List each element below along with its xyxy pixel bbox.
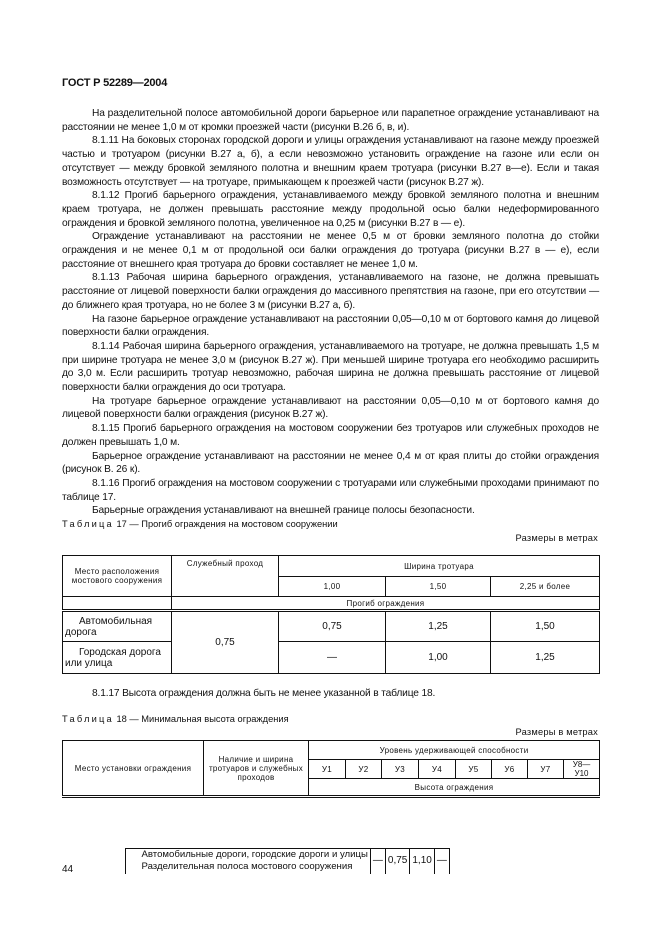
table-17: [62, 555, 600, 674]
level-cell: У6: [492, 760, 528, 779]
paragraph: На тротуаре барьерное ограждение устанавливают на расстоянии 0,05—0,10 м от бортового камня до лицевой поверхности балки ограждения (рисунок В.27 ж).: [62, 395, 599, 421]
caption-prefix: Таблица: [62, 519, 114, 529]
body-text: [62, 107, 599, 518]
level-cell: У2: [346, 760, 382, 779]
cell-u5-u7: 1,10: [410, 848, 434, 874]
level-cell: У4: [419, 760, 456, 779]
header-level: Уровень удерживающей способности: [309, 741, 600, 760]
width-cell: 2,25 и более: [491, 577, 600, 597]
subheader-deflection: Прогиб ограждения: [172, 597, 600, 611]
paragraph: 8.1.13 Рабочая ширина барьерного ограждения, устанавливаемого на газоне, не должна превышать расстояние от лицевой поверхности балки ограждения до массивного препятствия на газоне, при его отсутствии — до ближнего края тротуара, но не более 3 м (рисунки В.27 а, б).: [62, 272, 599, 311]
paragraph: На газоне барьерное ограждение устанавливают на расстоянии 0,05—0,10 м от бортового камня до лицевой поверхности балки ограждения.: [62, 313, 599, 339]
cell-value: 1,25: [386, 611, 491, 642]
table18-caption: [62, 714, 289, 724]
table18-dims: Размеры в метрах: [515, 727, 598, 737]
caption-text: 18 — Минимальная высота ограждения: [116, 714, 289, 724]
paragraph: На разделительной полосе автомобильной дороги барьерное или парапетное ограждение устанавливают на расстоянии не менее 1,0 м от кромки проезжей части (рисунки В.26 б, в, и).: [62, 108, 599, 133]
cell-u8-u10: —: [434, 848, 449, 874]
row-place: Городская дорога или улица: [63, 642, 172, 674]
table-row: [63, 642, 600, 674]
paragraph: 8.1.15 Прогиб барьерного ограждения на мостовом сооружении без тротуаров или служебных проходов не должен превышать 1,0 м.: [62, 423, 599, 448]
place-line-1: Автомобильные дороги, городские дороги и улицы: [141, 848, 368, 860]
level-cell: У8—У10: [564, 760, 600, 779]
header-sidewalk: Ширина тротуара: [279, 556, 600, 577]
table17-caption: [62, 519, 338, 529]
level-cell: У1: [309, 760, 346, 779]
place-line-2: Разделительная полоса мостового сооружения: [141, 861, 353, 872]
width-cell: 1,50: [386, 577, 491, 597]
header-location: Место установки ограждения: [63, 741, 204, 797]
row-presence: —: [370, 848, 385, 874]
level-cell: У5: [456, 760, 492, 779]
header-presence: Наличие и ширина тротуаров и служебных проходов: [204, 741, 309, 797]
table-row: [125, 848, 661, 904]
paragraph: 8.1.12 Прогиб барьерного ограждения, устанавливаемого между бровкой земляного полотна и внешним краем тротуара, не должен превышать расстояние между продольной осью балки недеформированного ограждения и бровкой земляного полотна, увеличенное на 0,25 м (рисунки В.27 в — е).: [62, 190, 599, 229]
row-place: Автомобильная дорога: [63, 611, 172, 642]
paragraph: 8.1.14 Рабочая ширина барьерного ограждения, устанавливаемого на тротуаре, не должна превышать 1,5 м при ширине тротуара не менее 3,0 м (рисунок В.27 ж). При меньшей ширине тротуара его необходимо расширить до 3,0 м. Если расширить тротуар невозможно, рабочая ширина не должна превышать расстояние от лицевой поверхности балки ограждения до оси тротуара.: [62, 340, 599, 394]
page-number: 44: [62, 864, 74, 875]
document-header: ГОСТ Р 52289—2004: [62, 77, 168, 89]
row-place: [125, 848, 370, 874]
table-row: [63, 611, 600, 642]
caption-prefix: Таблица: [62, 714, 114, 724]
cell-value: 1,25: [491, 642, 600, 674]
subheader-height: Высота ограждения: [309, 779, 600, 797]
paragraph: 8.1.16 Прогиб ограждения на мостовом сооружении с тротуарами или служебными проходами принимают по таблице 17.: [62, 477, 599, 503]
level-cell: У7: [528, 760, 564, 779]
header-service: Служебный проход: [172, 556, 279, 597]
paragraph: Барьерные ограждения устанавливают на внешней границе полосы безопасности.: [92, 505, 475, 517]
cell-u1-u4: 0,75: [385, 848, 409, 874]
paragraph-8-1-17: 8.1.17 Высота ограждения должна быть не менее указанной в таблице 18.: [92, 688, 436, 699]
cell-value: 1,00: [386, 642, 491, 674]
width-cell: 1,00: [279, 577, 386, 597]
paragraph: Ограждение устанавливают на расстоянии не менее 0,5 м от бровки земляного полотна до стойки ограждения и не менее 0,1 м от продольной оси балки ограждения до тротуара (рисунки В.27 в — е), если расстояние от внешнего края тротуара до бровки составляет не менее 1,0 м.: [62, 231, 599, 270]
cell-value: —: [279, 642, 386, 674]
header-location: Место расположения мостового сооружения: [63, 556, 172, 597]
empty-cell: [63, 597, 172, 611]
level-cell: У3: [382, 760, 419, 779]
paragraph: 8.1.11 На боковых сторонах городской дороги и улицы ограждения устанавливают на газоне между проезжей частью и тротуаром (рисунки В.27 а, б), а если невозможно установить ограждение на газоне или если он отсутствует — между бровкой земляного полотна и внешним краем тротуара (рисунки В.27 в—е). Если и такая возможность отсутствует — на тротуаре, примыкающем к проезжей части (рисунок В.27 ж).: [62, 135, 599, 188]
caption-text: 17 — Прогиб ограждения на мостовом сооружении: [116, 519, 338, 529]
cell-value: 0,75: [279, 611, 386, 642]
row-service: 0,75: [172, 611, 279, 674]
table17-dims: Размеры в метрах: [515, 533, 598, 543]
cell-value: 1,50: [491, 611, 600, 642]
paragraph: Барьерное ограждение устанавливают на расстоянии не менее 0,4 м от края плиты до стойки ограждения (рисунок В. 26 к).: [62, 450, 599, 476]
